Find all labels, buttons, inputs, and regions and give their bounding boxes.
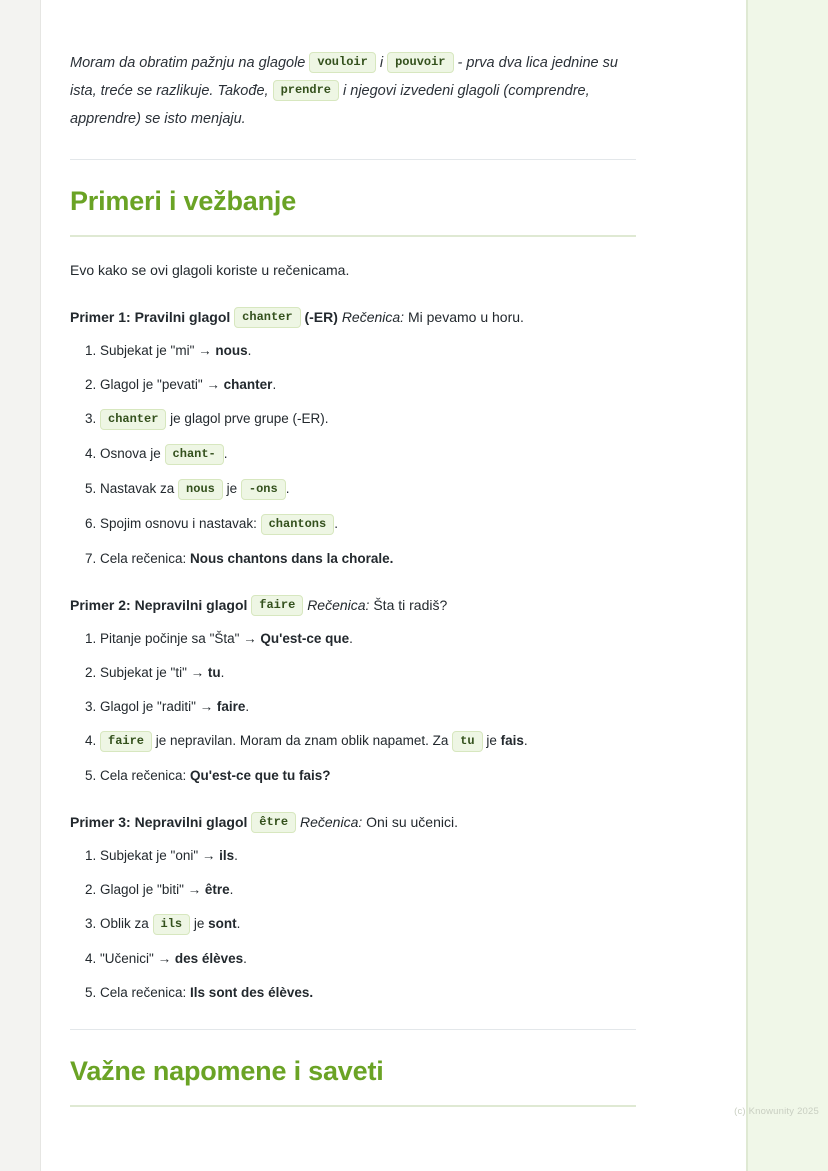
step-text: Cela rečenica: [100, 984, 191, 1000]
step-text: je glagol prve grupe (-ER). [166, 410, 329, 426]
code-chip-chant-: chant- [165, 444, 224, 465]
example-steps [70, 846, 640, 1003]
left-margin-rail [0, 0, 41, 1171]
intro-text-3: - prva dva lica jednine su ista, treće se razlikuje. Takođe, [70, 54, 618, 99]
step-item [100, 629, 640, 649]
step-emphasis: faire [216, 698, 246, 714]
step-emphasis: sont [208, 915, 237, 931]
code-chip-être: être [251, 812, 296, 833]
step-emphasis: nous [215, 342, 248, 358]
section-title-underline [70, 235, 636, 237]
step-emphasis: fais [500, 732, 524, 748]
step-emphasis: des élèves [174, 950, 244, 966]
step-text: Osnova je [100, 445, 165, 461]
sentence-text: Mi pevamo u horu. [407, 308, 524, 325]
step-text: je [190, 915, 209, 931]
step-text: Subjekat je "ti" → [100, 664, 208, 680]
example-heading [70, 305, 640, 329]
code-chip-pouvoir: pouvoir [387, 52, 453, 73]
intro-text-4: i njegovi izvedeni glagoli (comprendre, apprendre) se isto menjaju. [70, 82, 590, 127]
step-text: . [245, 698, 250, 714]
code-chip-prendre: prendre [273, 80, 339, 101]
step-text: . [247, 342, 252, 358]
intro-text-2: i [375, 54, 388, 71]
example-label: Primer 1: Pravilni glagol [70, 308, 231, 325]
code-chip-tu: tu [452, 731, 482, 752]
example-steps [70, 341, 640, 569]
step-text: . [234, 847, 238, 863]
step-text: . [285, 480, 290, 496]
example-heading [70, 810, 640, 834]
code-chip-vouloir: vouloir [309, 52, 375, 73]
example-label: Primer 2: Nepravilni glagol [70, 596, 248, 613]
step-text: . [229, 881, 234, 897]
code-chip-ils: ils [153, 914, 191, 935]
step-emphasis: Qu'est-ce que tu fais? [190, 767, 331, 783]
step-text: . [272, 376, 277, 392]
step-item [100, 880, 640, 900]
step-item [100, 341, 640, 361]
examples-list [70, 305, 640, 1003]
code-chip-chantons: chantons [261, 514, 335, 535]
section-title-napomene: Važne napomene i saveti [70, 1055, 384, 1086]
step-emphasis: être [204, 881, 230, 897]
intro-text-1: Moram da obratim pažnju na glagole [70, 54, 310, 71]
example-label: Primer 3: Nepravilni glagol [70, 813, 248, 830]
step-text: Pitanje počinje sa "Šta" → [100, 630, 261, 646]
step-emphasis: Ils sont des élèves. [190, 984, 314, 1000]
step-text: Glagol je "raditi" → [100, 698, 217, 714]
step-text: Cela rečenica: [100, 767, 191, 783]
example-suffix: (-ER) [304, 308, 338, 325]
sentence-label: Rečenica: [307, 596, 370, 613]
document-content [70, 34, 640, 1107]
step-item [100, 663, 640, 683]
sentence-text: Oni su učenici. [366, 813, 458, 830]
step-text: je [222, 480, 241, 496]
code-chip-faire: faire [251, 595, 303, 616]
code-chip-chanter: chanter [100, 409, 166, 430]
step-emphasis: Qu'est-ce que [260, 630, 350, 646]
step-item [100, 444, 640, 465]
step-item [100, 914, 640, 935]
step-text: . [236, 915, 241, 931]
divider-above-section-1 [70, 159, 636, 160]
step-text: . [349, 630, 353, 646]
step-item [100, 375, 640, 395]
step-emphasis: ils [219, 847, 235, 863]
intro-paragraph [70, 49, 640, 133]
step-text: . [220, 664, 225, 680]
step-item [100, 514, 640, 535]
sentence-label: Rečenica: [299, 813, 363, 830]
section-lead-text: Evo kako se ovi glagoli koriste u rečenicama. [70, 261, 350, 278]
example-steps [70, 629, 640, 786]
step-item [100, 766, 640, 786]
code-chip-faire: faire [100, 731, 152, 752]
step-text: je nepravilan. Moram da znam oblik napamet. Za [152, 732, 453, 748]
step-text: Spojim osnovu i nastavak: [100, 515, 261, 531]
step-text: . [334, 515, 338, 531]
step-item [100, 479, 640, 500]
step-item [100, 846, 640, 866]
section-title-primeri: Primeri i vežbanje [70, 185, 297, 216]
step-text: Subjekat je "mi" → [100, 342, 216, 358]
step-text: Glagol je "pevati" → [100, 376, 224, 392]
code-chip-chanter: chanter [234, 307, 300, 328]
sentence-text: Šta ti radiš? [373, 596, 448, 613]
step-emphasis: Nous chantons dans la chorale. [190, 550, 394, 566]
sentence-label: Rečenica: [341, 308, 405, 325]
step-text: Subjekat je "oni" → [100, 847, 220, 863]
example-heading [70, 593, 640, 617]
section-title-underline-2 [70, 1105, 636, 1107]
watermark: (c) Knowunity 2025 [734, 1106, 819, 1117]
step-text: Cela rečenica: [100, 550, 191, 566]
step-item [100, 409, 640, 430]
step-item [100, 949, 640, 969]
divider-above-section-2 [70, 1029, 636, 1030]
step-text: Glagol je "biti" → [100, 881, 205, 897]
step-text: je [482, 732, 501, 748]
step-item [100, 983, 640, 1003]
step-text: Oblik za [100, 915, 153, 931]
step-text: Nastavak za [100, 480, 179, 496]
step-text: . [523, 732, 528, 748]
step-item [100, 549, 640, 569]
step-text: . [223, 445, 228, 461]
step-emphasis: chanter [223, 376, 273, 392]
code-chip--ons: -ons [241, 479, 286, 500]
code-chip-nous: nous [178, 479, 223, 500]
step-item [100, 697, 640, 717]
step-item [100, 731, 640, 752]
right-margin-rail [748, 0, 828, 1171]
step-text: . [243, 950, 247, 966]
step-emphasis: tu [207, 664, 221, 680]
step-text: "Učenici" → [100, 950, 175, 966]
